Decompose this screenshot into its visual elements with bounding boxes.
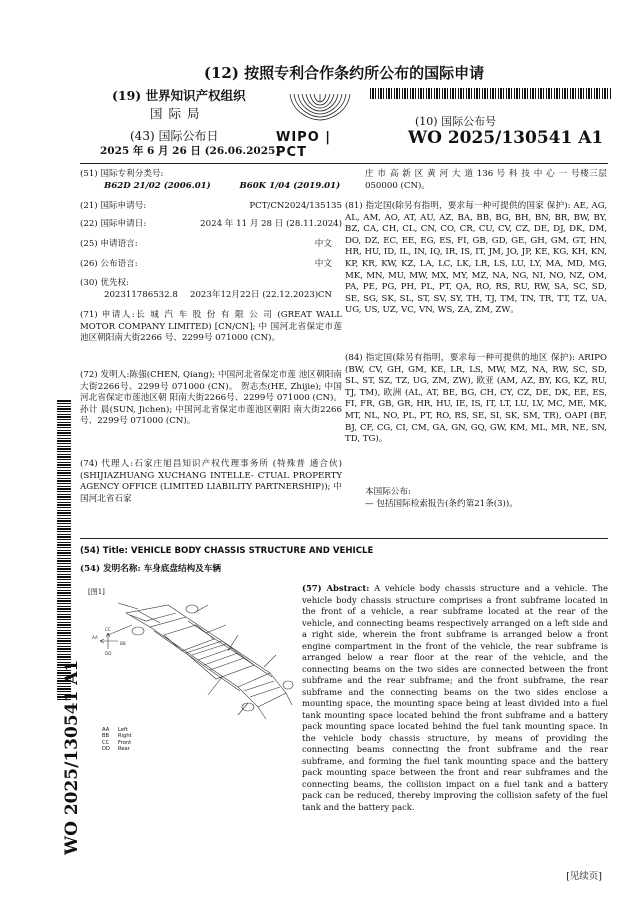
org-name: 世界知识产权组织 (145, 88, 246, 103)
field-30-country: CN (317, 289, 332, 300)
figure-1 (88, 587, 298, 767)
field-22 (80, 219, 342, 231)
field-74-label: (74) 代理人: (80, 459, 134, 469)
field-26-label: (26) 公布语言: (80, 259, 138, 269)
callout-aa: AA (92, 635, 98, 640)
org-code: (19) (112, 88, 142, 103)
field-25-value: 中文 (314, 239, 332, 249)
callout-bb: BB (120, 641, 126, 646)
field-71-value: 长 城 汽 车 股 份 有 限 公 司 (GREAT WALL MOTOR COMPANY LIMITED) [CN/CN]; 中 国河北省保定市莲池区朝阳南大街2266 号、2299号 071000 (CN)。 (80, 310, 342, 344)
field-51-value1: B62D 21/02 (2006.01) (104, 180, 211, 191)
field-22-label: (22) 国际申请日: (80, 219, 147, 229)
field-26 (80, 259, 342, 271)
field-81-label: (81) 指定国(除另有指明，要求每一种可提供的国家 保护): (345, 201, 571, 211)
org-sub: 国 际 局 (150, 106, 201, 121)
title-rule (80, 538, 608, 539)
callout-cc: CC (105, 627, 111, 632)
field-81-value: AE, AG, AL, AM, AO, AT, AU, AZ, BA, BB, BG, BH, BN, BR, BW, BY, BZ, CA, CH, CL, CN, CO, CR, CU, CV, CZ, DE, DJ, DK, DM, DO, DZ, EC, EE, EG, ES, FI, GB, GD, GE, GH, GM, GT, HN, HR, HU, ID, IL, IN, IQ, IR, IS, IT, JM, JO, JP, KE, KG, KH, KN, KP, KR, KW, KZ, LA, LC, LK, LR, LS, LU, LY, MA, MD, MG, MK, MN, MU, MW, MX, MY, MZ, NA, NG, NI, NO, NZ, OM, PA, PE, PG, PH, PL, PT, QA, RO, RS, RU, RW, SA, SC, SD, SE, SG, SK, SL, ST, SV, SY, TH, TJ, TM, TN, TR, TT, TZ, UA, UG, US, UZ, VC, VN, WS, ZA, ZM, ZW。 (345, 201, 607, 316)
published-item: — 包括国际检索报告(条约第21条(3))。 (365, 498, 518, 509)
abstract-label: (57) Abstract: (302, 583, 370, 593)
side-pub-no: WO 2025/130541 A1 (62, 659, 82, 855)
field-72-value: 陈强(CHEN, Qiang); 中国河北省保定市莲 池区朝阳南大街2266号、2299号 071000 (CN)。 贺志杰(HE, Zhijie); 中国河北省保定市莲池区朝 阳南大街2266号、2299号 071000 (CN)。 孙计 晨(SUN, Jichen); 中国河北省保定市莲池区朝阳 南大街2266号、2299号 071000 (CN)。 (80, 370, 342, 427)
field-71 (80, 310, 342, 345)
field-21-label: (21) 国际申请号: (80, 201, 147, 211)
chassis-drawing (88, 595, 298, 730)
field-71-label: (71) 申请人: (80, 310, 135, 320)
field-21 (80, 201, 342, 213)
barcode-top (370, 88, 612, 99)
callout-dd: DD (105, 651, 112, 656)
figure-label: [图1] (88, 588, 105, 596)
agent-address-cont: 庄 市 高 新 区 黄 河 大 道 136 号 科 技 中 心 一 号楼三层 050000 (CN)。 (365, 169, 607, 191)
rear-subframe (238, 673, 286, 707)
pub-date-label: (43) 国际公布日 (130, 129, 219, 143)
wipo-logo (270, 90, 370, 160)
legend-item: BB Right (102, 733, 132, 740)
field-81 (345, 201, 607, 317)
field-30-label: (30) 优先权: (80, 278, 130, 288)
abstract (302, 583, 608, 813)
fuel-tank-space (164, 625, 214, 651)
field-51 (80, 169, 342, 192)
title-en: (54) Title: VEHICLE BODY CHASSIS STRUCTURE AND VEHICLE (80, 546, 374, 556)
front-subframe-detail (130, 611, 176, 623)
legend-item: CC Front (102, 739, 132, 746)
continued-note: [见续页] (566, 871, 602, 882)
field-22-value: 2024 年 11 月 28 日 (28.11.2024) (200, 219, 342, 229)
abstract-text: A vehicle body chassis structure and a vehicle. The vehicle body chassis structure comprises a front subframe located in the front of a vehicle, a rear subframe located at the rear of the vehicle, and connecting beams respectively arranged on a left side and a right side, wherein the front subframe is arranged below a front engine compartment in the front of the vehicle, the rear subframe is arranged below a rear floor at the rear of the vehicle, and the connecting beams on the two sides are connected between the front subframe and the rear subframe; and the front subframe, the rear subframe and the connecting beams on the two sides enclose a mounting space, the mounting space being at least divided into a fuel tank mounting space located behind the front subframe and a battery pack mounting space located behind the fuel tank mounting space. In the vehicle body chassis structure, by means of providing the connecting beams connecting the front subframe and the rear subframe, and forming the fuel tank mounting space and the battery pack mounting space between the front and rear subframes and the connecting beams, the collision impact on a fuel tank and a battery pack can be reduced, thereby improving the collision safety of the fuel tank and the battery pack. (302, 583, 608, 812)
barcode-side (57, 400, 71, 700)
field-84 (345, 353, 607, 446)
battery-pack-space (186, 641, 254, 679)
field-72-label: (72) 发明人: (80, 370, 130, 380)
header-rule (80, 163, 608, 164)
field-30-date: 2023年12月22日 (22.12.2023) (190, 289, 319, 300)
field-84-label: (84) 指定国(除另有指明，要求每一种可提供的地区 保护): (345, 353, 576, 363)
document-title: (12) 按照专利合作条约所公布的国际申请 (203, 64, 485, 82)
field-74 (80, 459, 342, 505)
connecting-beam-left (150, 627, 238, 687)
field-72 (80, 370, 342, 428)
field-30 (80, 278, 342, 302)
title-cn: (54) 发明名称: 车身底盘结构及车辆 (80, 564, 221, 574)
field-26-value: 中文 (314, 259, 332, 269)
field-30-number: 202311786532.8 (104, 289, 178, 300)
field-51-value2: B60K 1/04 (2019.01) (239, 180, 341, 191)
field-74-value: 石家庄旭昌知识产权代理事务所 (特殊普 通合伙) (SHIJIAZHUANG XUCHANG INTELLE- CTUAL PROPERTY AGENCY OFFICE (LIMITED LIABILITY PARTNERSHIP)); 中国河北省石家 (80, 459, 342, 504)
published-block (345, 487, 607, 510)
pub-date: 2025 年 6 月 26 日 (26.06.2025) (100, 145, 281, 157)
legend-item: AA Left (102, 727, 128, 733)
pub-no-label: (10) 国际公布号 (415, 115, 497, 128)
field-51-label: (51) 国际专利分类号: (80, 169, 164, 179)
pub-no: WO 2025/130541 A1 (408, 128, 604, 148)
field-25 (80, 239, 342, 251)
arrow-left-right-icon (100, 639, 118, 643)
wipo-pct-text: WIPO | PCT (276, 130, 332, 160)
published-label: 本国际公布: (365, 487, 411, 497)
legend-item: DD Rear (102, 746, 130, 753)
org-block (112, 86, 246, 104)
figure-legend (102, 727, 132, 753)
field-25-label: (25) 申请语言: (80, 239, 138, 249)
field-84-value: ARIPO (BW, CV, GH, GM, KE, LR, LS, MW, MZ, NA, RW, SC, SD, SL, ST, SZ, TZ, UG, ZM, ZW), 欧亚 (AM, AZ, BY, KG, KZ, RU, TJ, TM), 欧洲 (AL, AT, BE, BG, CH, CY, CZ, DE, DK, EE, ES, FI, FR, GB, GR, HR, HU, IE, IS, IT, LT, LU, LV, MC, ME, MK, MT, NL, NO, PL, PT, RO, RS, SE, SI, SK, SM, TR), OAPI (BF, BJ, CF, CG, CI, CM, GA, GN, GQ, GW, KM, ML, MR, NE, SN, TD, TG)。 (345, 353, 607, 445)
field-21-value: PCT/CN2024/135135 (249, 201, 342, 211)
